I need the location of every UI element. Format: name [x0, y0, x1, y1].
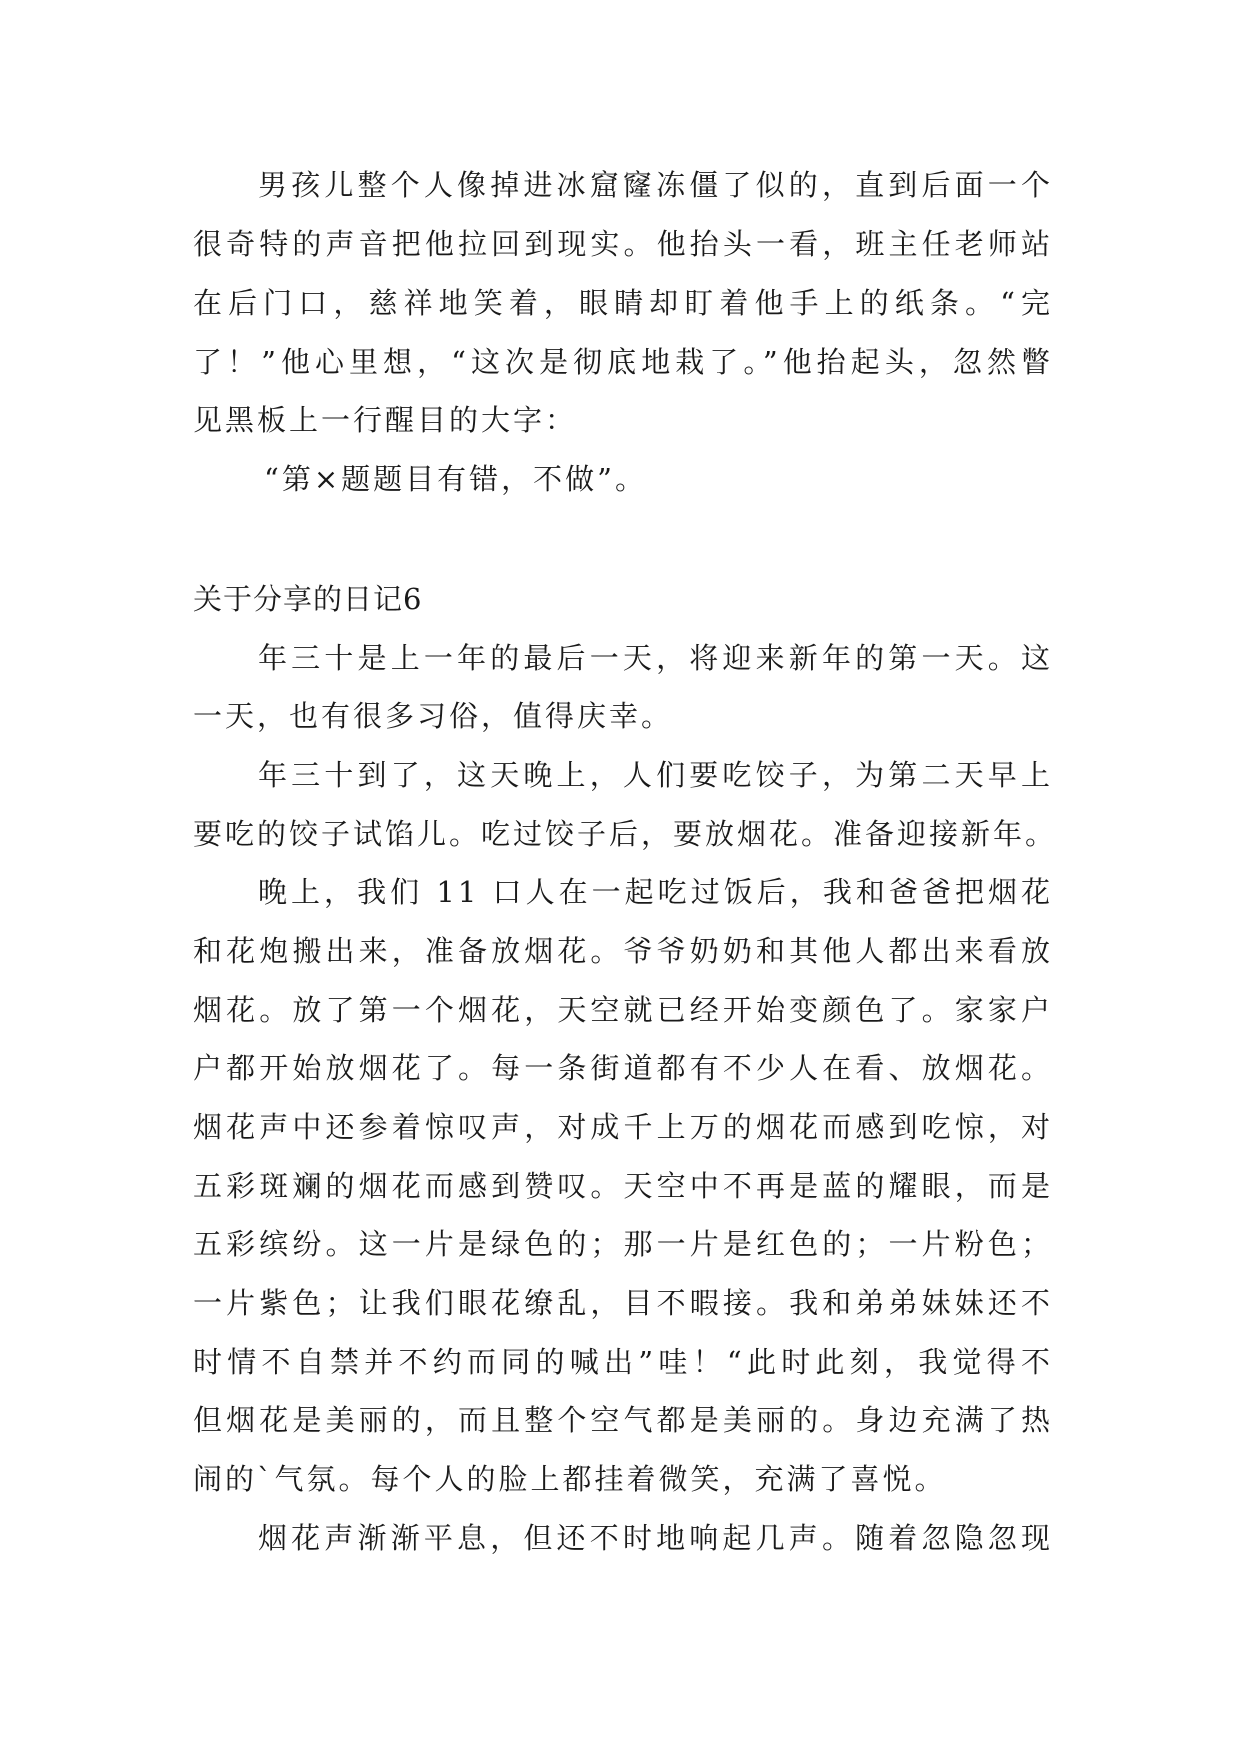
- section-title: 关于分享的日记6: [193, 582, 423, 616]
- paragraph-line: 了！”他心里想，“这次是彻底地栽了。”他抬起头，忽然瞥: [193, 345, 1053, 379]
- paragraph-line: 在后门口，慈祥地笑着，眼睛却盯着他手上的纸条。“完: [193, 286, 1053, 320]
- paragraph-line: 五彩缤纷。这一片是绿色的；那一片是红色的；一片粉色；: [193, 1227, 1053, 1261]
- paragraph-line: 户都开始放烟花了。每一条街道都有不少人在看、放烟花。: [193, 1051, 1053, 1085]
- paragraph-line: 年三十到了，这天晚上，人们要吃饺子，为第二天早上: [258, 758, 1053, 792]
- paragraph-line: 五彩斑斓的烟花而感到赞叹。天空中不再是蓝的耀眼，而是: [193, 1169, 1053, 1203]
- paragraph-line: 男孩儿整个人像掉进冰窟窿冻僵了似的，直到后面一个: [258, 168, 1053, 202]
- paragraph-line: “第×题题目有错，不做”。: [264, 462, 647, 496]
- paragraph-line: 烟花声中还参着惊叹声，对成千上万的烟花而感到吃惊，对: [193, 1110, 1053, 1144]
- paragraph-line: 晚上，我们 11 口人在一起吃过饭后，我和爸爸把烟花: [258, 875, 1053, 909]
- paragraph-line: 一片紫色；让我们眼花缭乱，目不暇接。我和弟弟妹妹还不: [193, 1286, 1053, 1320]
- paragraph-line: 要吃的饺子试馅儿。吃过饺子后，要放烟花。准备迎接新年。: [193, 817, 1058, 851]
- paragraph-line: 见黑板上一行醒目的大字：: [193, 403, 578, 437]
- paragraph-line: 但烟花是美丽的，而且整个空气都是美丽的。身边充满了热: [193, 1403, 1053, 1437]
- paragraph-line: 和花炮搬出来，准备放烟花。爷爷奶奶和其他人都出来看放: [193, 934, 1053, 968]
- paragraph-line: 烟花。放了第一个烟花，天空就已经开始变颜色了。家家户: [193, 993, 1053, 1027]
- paragraph-line: 很奇特的声音把他拉回到现实。他抬头一看，班主任老师站: [193, 227, 1053, 261]
- paragraph-line: 一天，也有很多习俗，值得庆幸。: [193, 699, 674, 733]
- paragraph-line: 时情不自禁并不约而同的喊出”哇！“此时此刻，我觉得不: [193, 1345, 1053, 1379]
- paragraph-line: 闹的`气氛。每个人的脸上都挂着微笑，充满了喜悦。: [193, 1462, 947, 1496]
- paragraph-line: 年三十是上一年的最后一天，将迎来新年的第一天。这: [258, 641, 1053, 675]
- paragraph-line: 烟花声渐渐平息，但还不时地响起几声。随着忽隐忽现: [258, 1521, 1053, 1555]
